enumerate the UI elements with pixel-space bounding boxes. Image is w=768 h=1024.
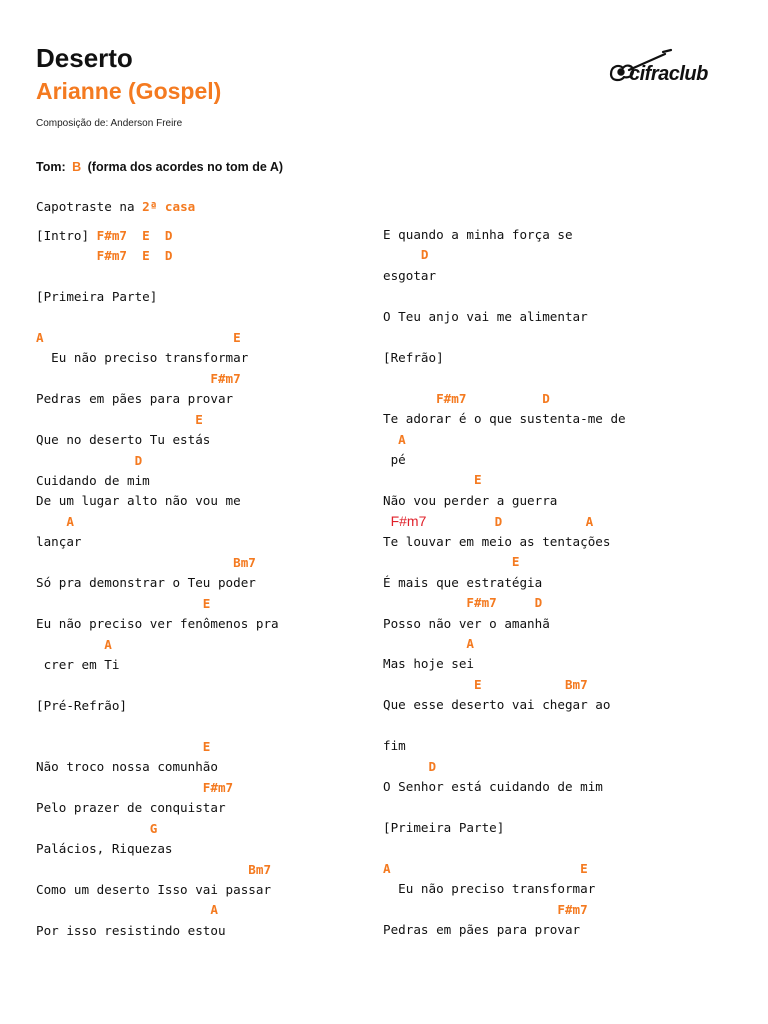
lyric-line: [Primeira Parte] (383, 820, 505, 836)
guitar-icon (607, 46, 719, 90)
lyric-line: E quando a minha força se (383, 227, 573, 242)
lyric-line: Palácios, Riquezas (36, 841, 173, 857)
chord-line: D (383, 247, 429, 263)
line-label: [Intro] (36, 227, 97, 243)
chord[interactable]: F#m7 (390, 513, 427, 530)
lyric-line: Não troco nossa comunhão (36, 759, 218, 775)
lyric-line: Posso não ver o amanhã (383, 615, 550, 631)
chord-line: E (383, 554, 520, 570)
lyric-line: Como um deserto Isso vai passar (36, 882, 272, 898)
chord-sequence[interactable]: F#m7 E D (96, 227, 173, 243)
song-title: Deserto (36, 43, 133, 73)
chord-line: F#m7 E D (36, 248, 173, 264)
chord-line: G (36, 820, 158, 836)
lyric-line: Que esse deserto vai chegar ao (383, 697, 611, 713)
chord-line: E (36, 595, 211, 611)
composer-line (36, 118, 182, 129)
capo-position[interactable]: 2ª casa (142, 199, 196, 214)
chord-line: F#m7 (36, 370, 241, 386)
lyric-line: Só pra demonstrar o Teu poder (36, 575, 256, 591)
lyric-line: Mas hoje sei (383, 656, 474, 672)
chord-spacing (502, 514, 585, 529)
lyric-line: Cuidando de mim (36, 473, 150, 489)
lyric-line: Te louvar em meio as tentações (383, 533, 611, 549)
lyric-line: Eu não preciso ver fenômenos pra (36, 616, 279, 632)
chord[interactable]: A (585, 514, 594, 530)
chord-line: E Bm7 (383, 676, 588, 692)
lyric-line: O Teu anjo vai me alimentar (383, 308, 588, 324)
chord-line: F#m7 D (383, 595, 543, 611)
composer-name: Anderson Freire (110, 118, 183, 129)
chord-line: A (383, 431, 406, 447)
chord-spacing (426, 514, 494, 529)
lyric-line: [Primeira Parte] (36, 288, 158, 304)
intro-line (36, 227, 173, 245)
lyric-line: Pedras em pães para provar (36, 391, 234, 407)
lyric-line: Eu não preciso transformar (383, 881, 596, 897)
lyric-line: Por isso resistindo estou (36, 922, 226, 938)
lyric-line: Pedras em pães para provar (383, 922, 581, 938)
chord-line: E (36, 411, 203, 427)
chord-line: Bm7 (36, 554, 256, 570)
key-label: Tom: (36, 160, 66, 174)
lyric-line: crer em Ti (36, 657, 120, 673)
chord-line: D (383, 758, 437, 774)
line-label: Capotraste na (36, 199, 143, 214)
chord-line: Bm7 (36, 861, 272, 877)
lyric-line: Eu não preciso transformar (36, 350, 249, 366)
lyric-line: Que no deserto Tu estás (36, 432, 211, 448)
lyric-line: Te adorar é o que sustenta-me de (383, 411, 626, 427)
key-value[interactable]: B (72, 160, 82, 174)
composer-label: Composição de: (36, 118, 109, 129)
chord-line: E (383, 472, 482, 488)
cifraclub-logo[interactable] (607, 46, 719, 90)
chord-line: A (36, 513, 74, 529)
key-note: (forma dos acordes no tom de A) (87, 160, 284, 174)
lyric-line: [Pré-Refrão] (36, 697, 127, 713)
chord-line: A E (36, 329, 241, 345)
chord-line: A (36, 902, 218, 918)
chord-line: F#m7 D (383, 390, 550, 406)
chord-line: D (36, 452, 143, 468)
chord-line: A (36, 636, 112, 652)
lyric-line: De um lugar alto não vou me (36, 493, 241, 509)
chord-spacing (383, 514, 391, 529)
artist-name[interactable]: Arianne (Gospel) (36, 78, 222, 104)
lyric-line: lançar (36, 534, 82, 550)
lyric-line: fim (383, 738, 406, 754)
lyric-line: O Senhor está cuidando de mim (383, 779, 603, 795)
logo-text: cifraclub (629, 63, 708, 85)
chord-line: E (36, 738, 211, 754)
lyric-line: esgotar (383, 267, 437, 283)
chord-line (383, 512, 593, 530)
lyric-line: Pelo prazer de conquistar (36, 800, 226, 816)
chord-line: F#m7 (36, 779, 234, 795)
chord-line: F#m7 (383, 901, 588, 917)
key-line (36, 159, 283, 175)
chord-line: A E (383, 860, 588, 876)
chord-line: A (383, 636, 474, 651)
lyric-line: É mais que estratégia (383, 574, 543, 590)
lyric-line: pé (383, 451, 406, 467)
lyric-line: Não vou perder a guerra (383, 492, 558, 508)
capo-line (36, 198, 195, 216)
chord[interactable]: D (494, 514, 503, 530)
lyric-line: [Refrão] (383, 349, 444, 365)
